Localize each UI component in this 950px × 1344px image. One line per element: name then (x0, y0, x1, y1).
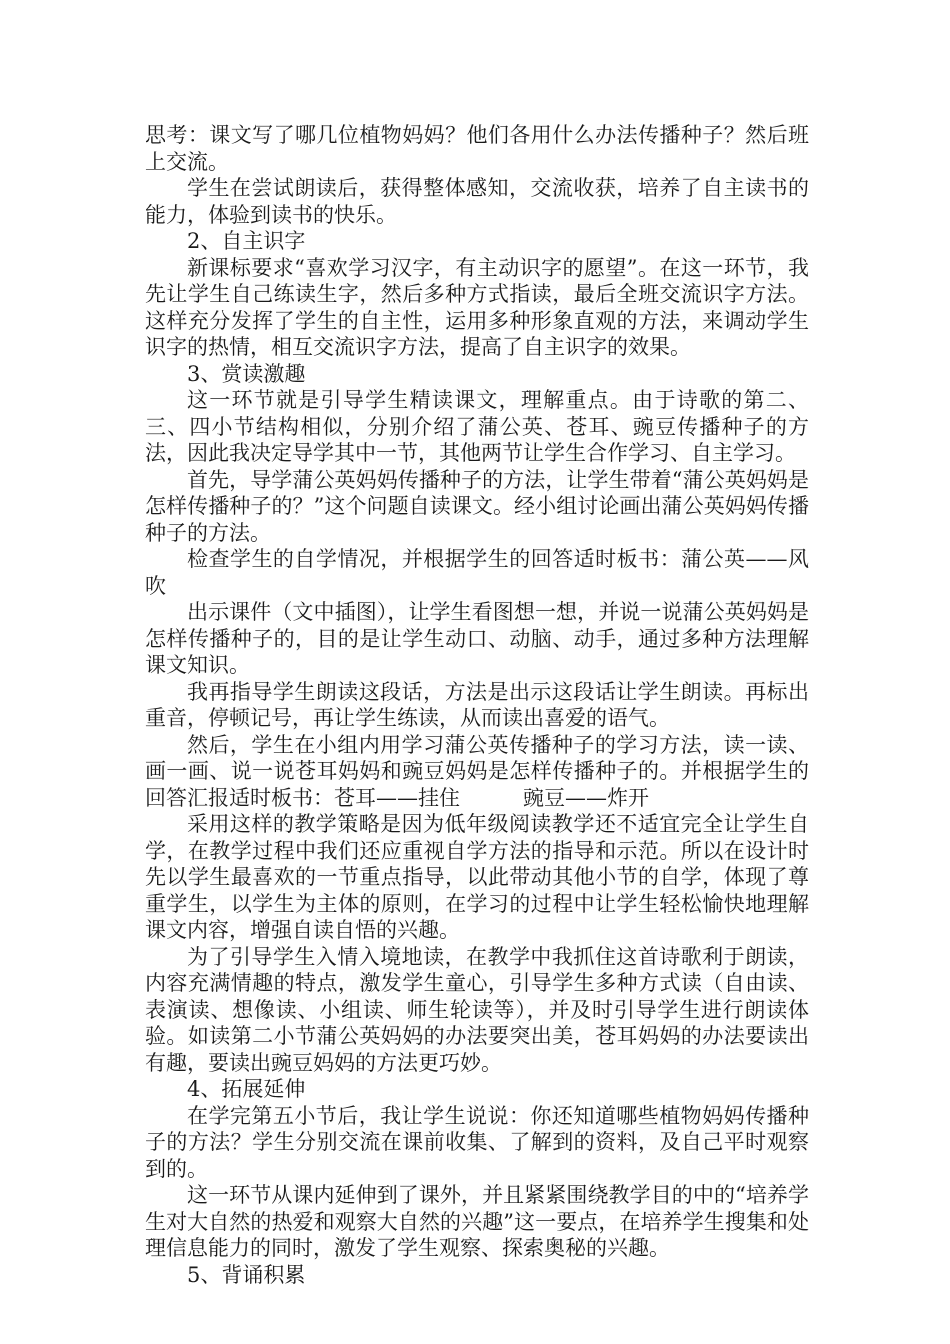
section-heading-appreciative-reading: 3、赏读激趣 (187, 361, 306, 386)
paragraph-extension-question: 在学完第五小节后，我让学生说说：你还知道哪些植物妈妈传播种子的方法？学生分别交流在课前收集、了解到的资料，及自己平时观察到的。 (145, 1103, 809, 1181)
paragraph-blackboard-dandelion: 检查学生的自学情况，并根据学生的回答适时板书：蒲公英——风吹 (145, 547, 809, 598)
paragraph-dandelion-guide: 首先，导学蒲公英妈妈传播种子的方法，让学生带着“蒲公英妈妈是怎样传播种子的？”这个问题自读课文。经小组讨论画出蒲公英妈妈传播种子的方法。 (145, 467, 809, 545)
paragraph-intro-question: 思考：课文写了哪几位植物妈妈？他们各用什么办法传播种子？然后班上交流。 (145, 123, 809, 174)
paragraph-teaching-strategy: 采用这样的教学策略是因为低年级阅读教学还不适宜完全让学生自学，在教学过程中我们还应重视自学方法的指导和示范。所以在设计时先以学生最喜欢的一节重点指导，以此带动其他小节的自学，体现了尊重学生，以学生为主体的原则，在学习的过程中让学生轻松愉快地理解课文内容，增强自读自悟的兴趣。 (145, 812, 809, 942)
section-heading-extension: 4、拓展延伸 (187, 1077, 306, 1101)
paragraph-reading-guidance: 我再指导学生朗读这段话，方法是出示这段话让学生朗读。再标出重音，停顿记号，再让学生练读，从而读出喜爱的语气。 (145, 679, 809, 730)
paragraph-self-literacy: 新课标要求“喜欢学习汉字，有主动识字的愿望”。在这一环节，我先让学生自己练读生字，然后多种方式指读，最后全班交流识字方法。这样充分发挥了学生的自主性，运用多种形象直观的方法，来调动学生识字的热情，相互交流识字方法，提高了自主识字的效果。 (145, 255, 809, 359)
section-heading-recitation: 5、背诵积累 (187, 1262, 306, 1287)
document-body (145, 122, 809, 1288)
paragraph-reading-result: 学生在尝试朗读后，获得整体感知，交流收获，培养了自主读书的能力，体验到读书的快乐。 (145, 176, 809, 227)
section-heading-self-literacy: 2、自主识字 (187, 229, 306, 253)
paragraph-reading-methods: 为了引导学生入情入境地读，在教学中我抓住这首诗歌利于朗读，内容充满情趣的特点，激发学生童心，引导学生多种方式读（自由读、表演读、想像读、小组读、师生轮读等），并及时引导学生进行朗读体验。如读第二小节蒲公英妈妈的办法要突出美，苍耳妈妈的办法要读出有趣，要读出豌豆妈妈的方法更巧妙。 (145, 944, 809, 1075)
paragraph-extension-goal: 这一环节从课内延伸到了课外，并且紧紧围绕教学目的中的“培养学生对大自然的热爱和观察大自然的兴趣”这一要点，在培养学生搜集和处理信息能力的同时，激发了学生观察、探索奥秘的兴趣。 (145, 1183, 809, 1260)
paragraph-courseware: 出示课件（文中插图），让学生看图想一想，并说一说蒲公英妈妈是怎样传播种子的，目的是让学生动口、动脑、动手，通过多种方法理解课文知识。 (145, 600, 809, 677)
paragraph-close-reading: 这一环节就是引导学生精读课文，理解重点。由于诗歌的第二、三、四小节结构相似，分别介绍了蒲公英、苍耳、豌豆传播种子的方法，因此我决定导学其中一节，其他两节让学生合作学习、自主学习。 (145, 388, 809, 465)
paragraph-group-learning: 然后，学生在小组内用学习蒲公英传播种子的学习方法，读一读、画一画、说一说苍耳妈妈和豌豆妈妈是怎样传播种子的。并根据学生的回答汇报适时板书：苍耳——挂住 豌豆——炸开 (145, 732, 809, 810)
